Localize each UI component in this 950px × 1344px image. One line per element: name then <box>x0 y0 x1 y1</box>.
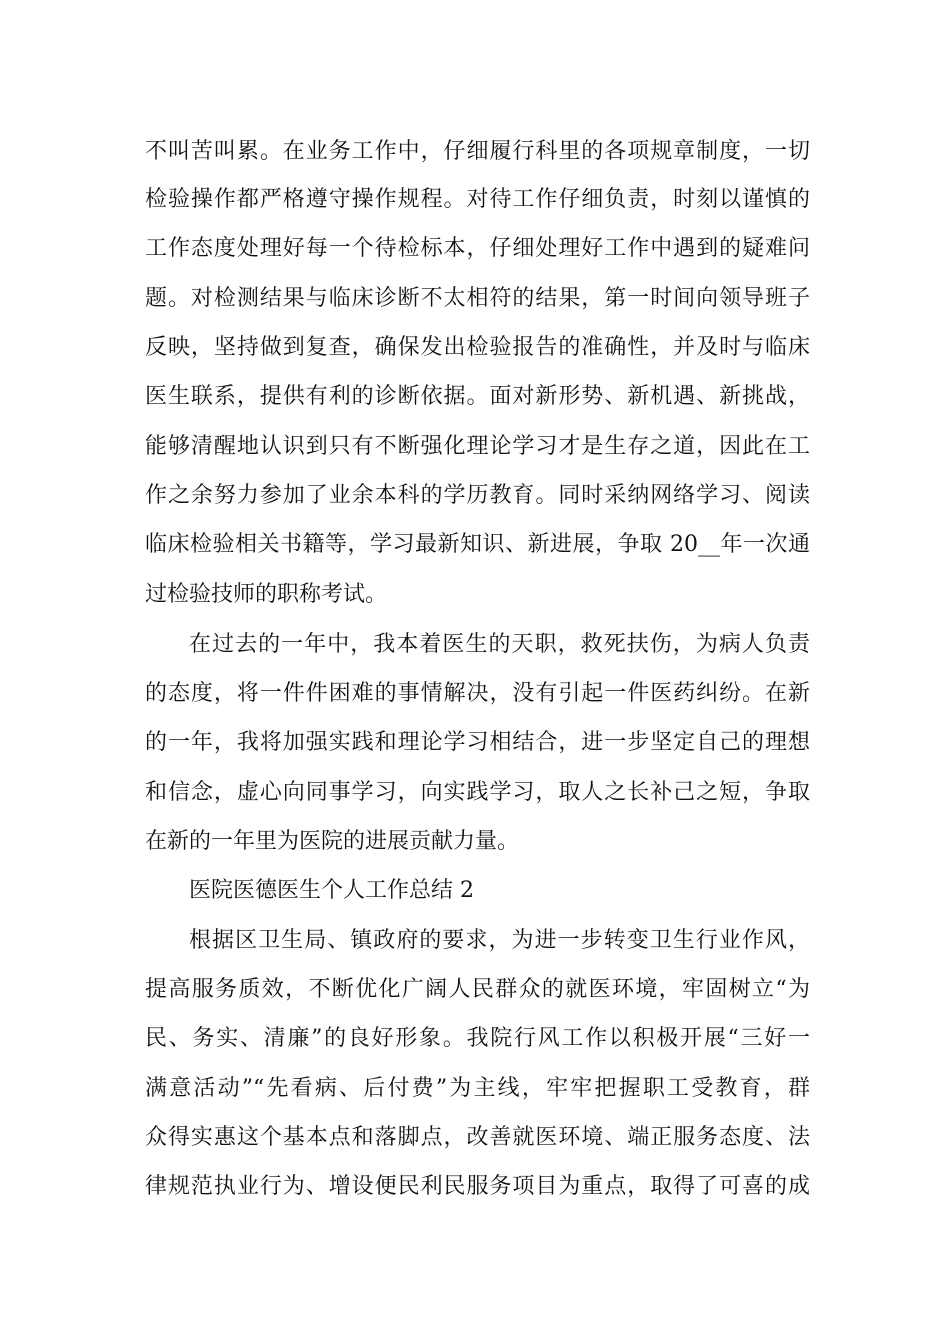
paragraph-2-line-3: 的一年，我将加强实践和理论学习相结合，进一步坚定自己的理想 <box>145 730 810 755</box>
paragraph-2-line-4: 和信念，虚心向同事学习，向实践学习，取人之长补己之短，争取 <box>145 780 810 805</box>
paragraph-3-line-3: 民、务实、清廉”的良好形象。我院行风工作以积极开展“三好一 <box>145 1026 810 1051</box>
paragraph-3-line-1: 根据区卫生局、镇政府的要求，为进一步转变卫生行业作风， <box>189 928 810 953</box>
paragraph-3-line-2: 提高服务质效，不断优化广阔人民群众的就医环境，牢固树立“为 <box>145 977 810 1002</box>
paragraph-1-line-7: 能够清醒地认识到只有不断强化理论学习才是生存之道，因此在工 <box>145 434 810 459</box>
paragraph-3-line-5: 众得实惠这个基本点和落脚点，改善就医环境、端正服务态度、法 <box>145 1125 810 1150</box>
paragraph-2-line-1: 在过去的一年中，我本着医生的天职，救死扶伤，为病人负责 <box>189 632 810 657</box>
section-heading: 医院医德医生个人工作总结 2 <box>189 878 474 903</box>
paragraph-2-line-5: 在新的一年里为医院的进展贡献力量。 <box>145 829 520 854</box>
paragraph-1-line-3: 工作态度处理好每一个待检标本，仔细处理好工作中遇到的疑难问 <box>145 236 810 261</box>
paragraph-1-line-4: 题。对检测结果与临床诊断不太相符的结果，第一时间向领导班子 <box>145 286 810 311</box>
paragraph-1-line-9: 临床检验相关书籍等，学习最新知识、新进展，争取 20__年一次通 <box>145 532 810 557</box>
paragraph-3-line-6: 律规范执业行为、增设便民利民服务项目为重点，取得了可喜的成 <box>145 1174 810 1199</box>
paragraph-3-line-4: 满意活动”“先看病、后付费”为主线，牢牢把握职工受教育，群 <box>145 1076 810 1101</box>
paragraph-1-line-6: 医生联系，提供有利的诊断依据。面对新形势、新机遇、新挑战， <box>145 384 810 409</box>
paragraph-1-line-8: 作之余努力参加了业余本科的学历教育。同时采纳网络学习、阅读 <box>145 483 810 508</box>
paragraph-1-line-10: 过检验技师的职称考试。 <box>145 582 388 607</box>
paragraph-1-line-1: 不叫苦叫累。在业务工作中，仔细履行科里的各项规章制度，一切 <box>145 139 810 164</box>
paragraph-1-line-5: 反映，坚持做到复查，确保发出检验报告的准确性，并及时与临床 <box>145 335 810 360</box>
paragraph-2-line-2: 的态度，将一件件困难的事情解决，没有引起一件医药纠纷。在新 <box>145 681 810 706</box>
paragraph-1-line-2: 检验操作都严格遵守操作规程。对待工作仔细负责，时刻以谨慎的 <box>145 187 810 212</box>
